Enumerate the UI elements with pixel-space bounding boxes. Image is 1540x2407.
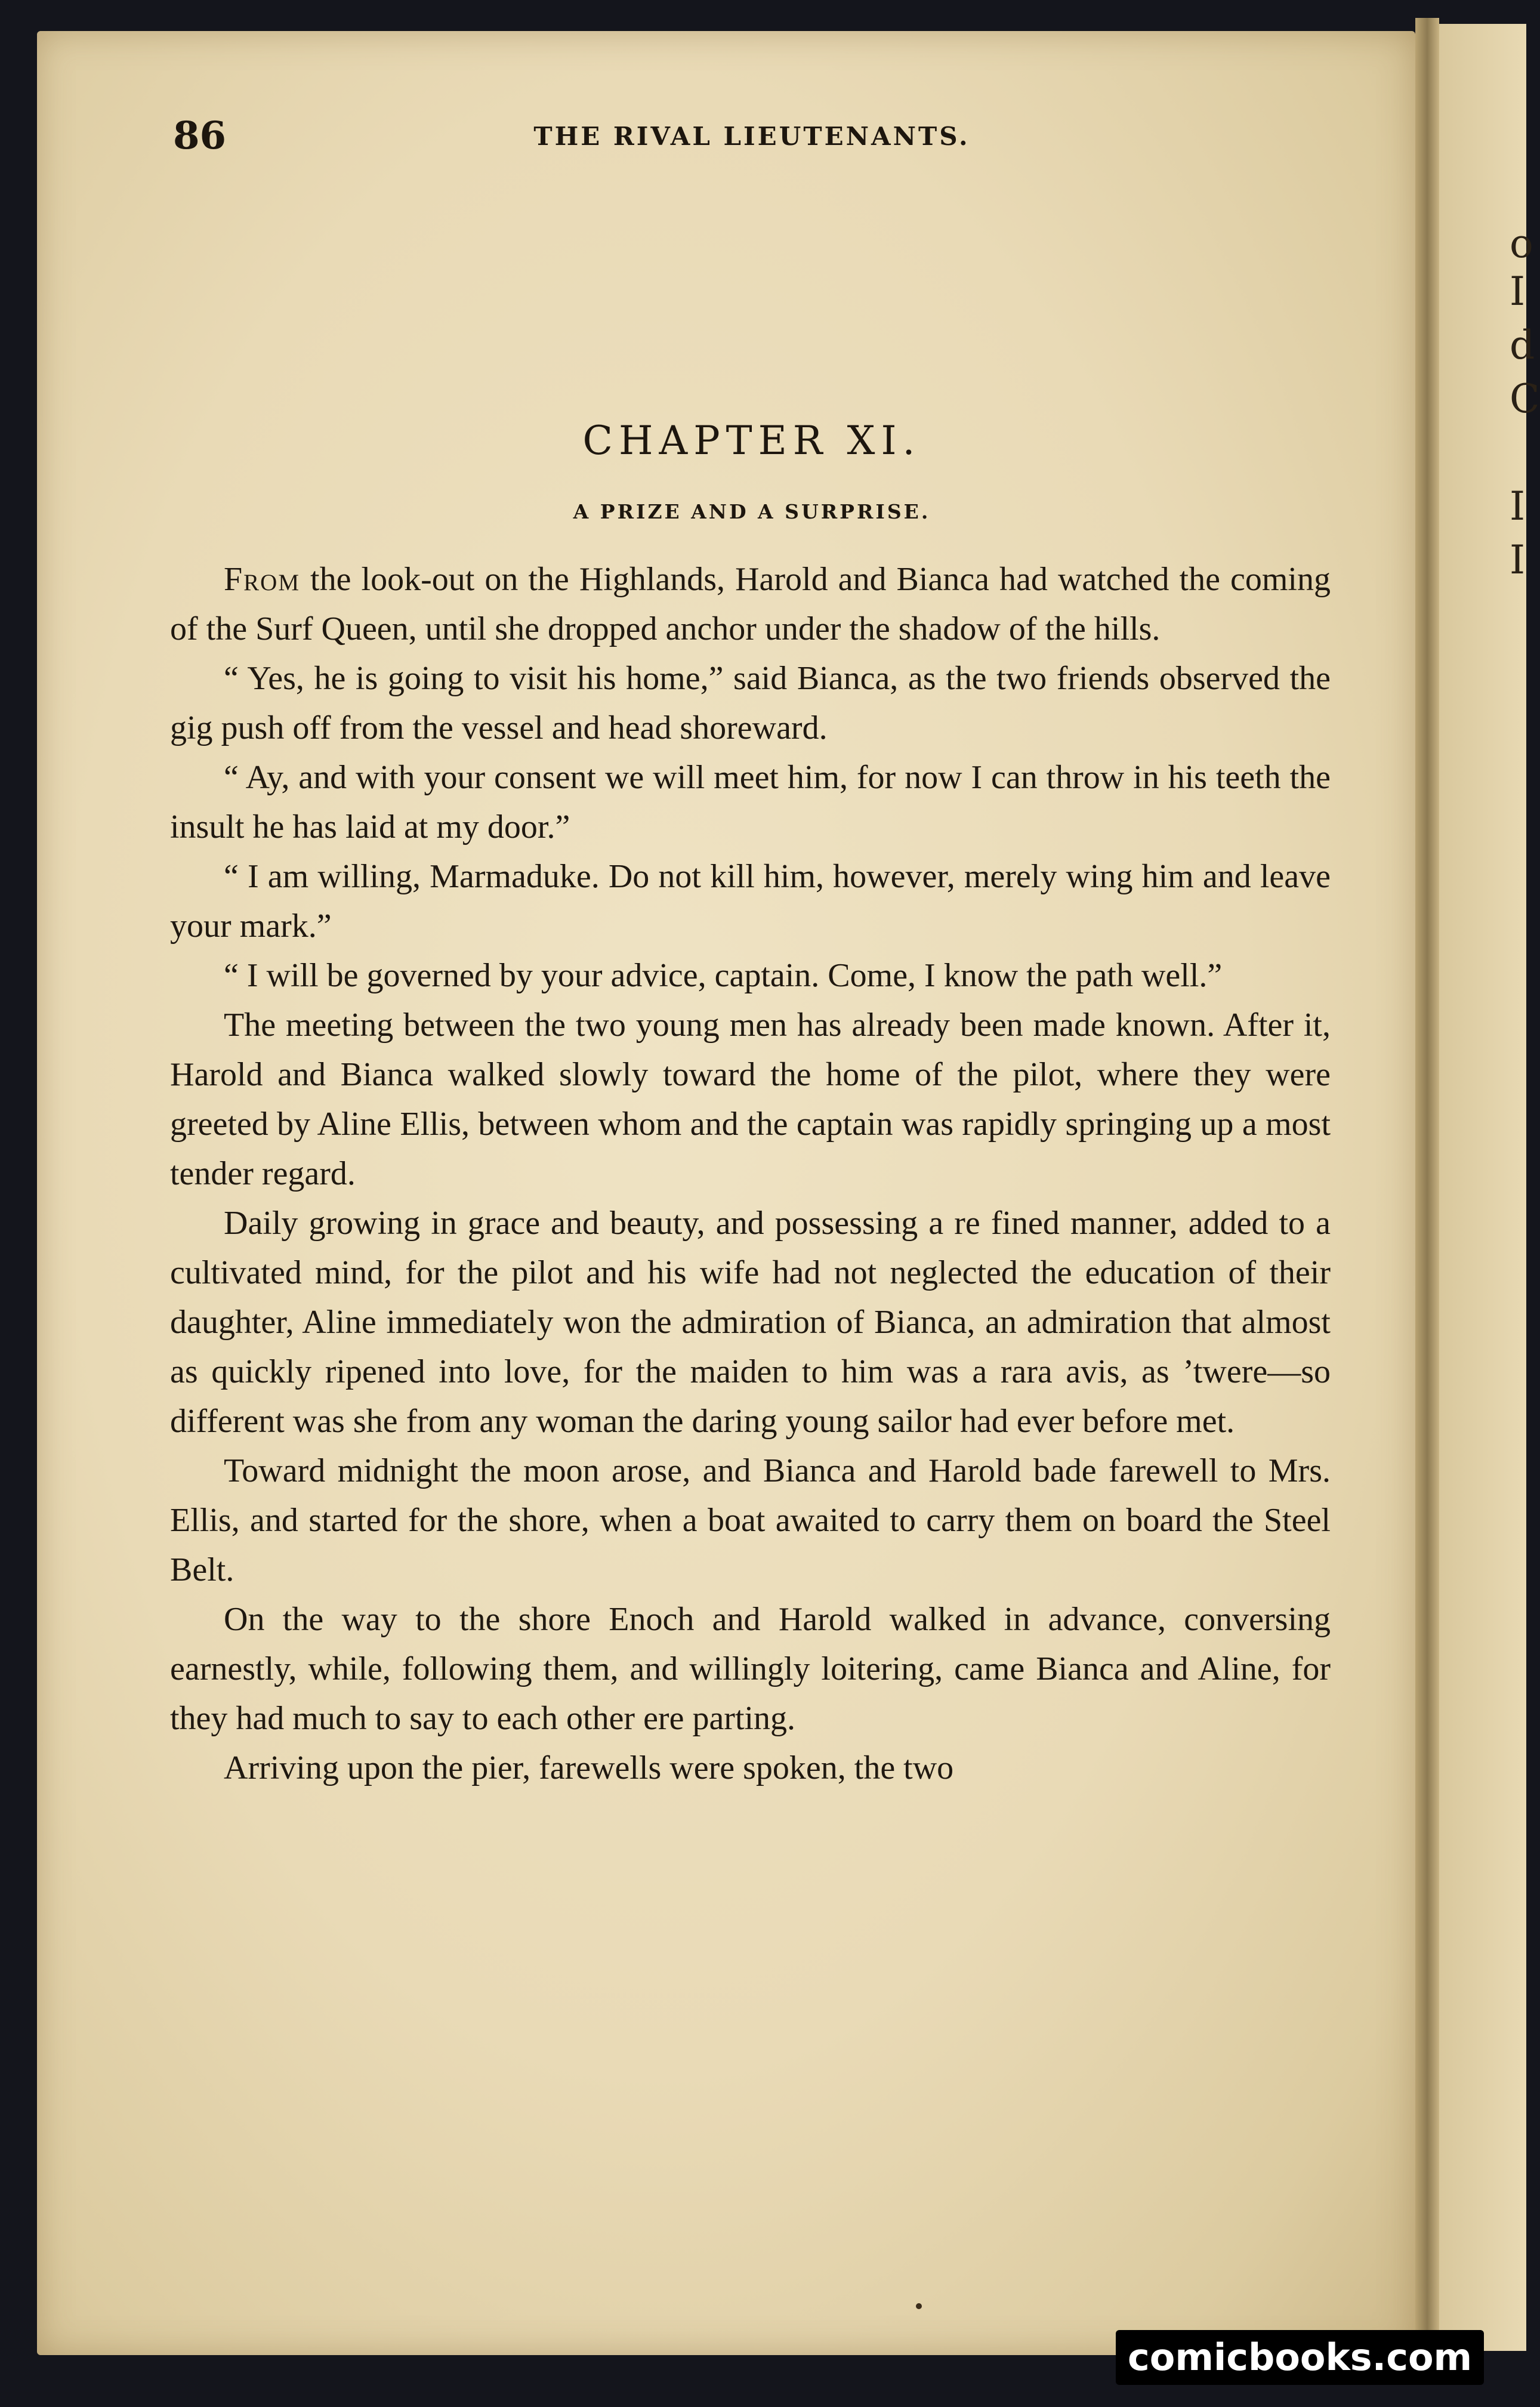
running-head [173,113,1331,167]
adjacent-page-letter: o [1510,221,1533,267]
paragraph: “ Ay, and with your consent we will meet him, for now I can throw in his teeth the insult he has laid at my door.” [170,759,1331,845]
body-text [170,555,1331,1793]
chapter-heading: CHAPTER XI. [582,418,921,464]
adjacent-page-letter: I [1510,537,1526,583]
paragraph: On the way to the shore Enoch and Harold walked in advance, conversing earnestly, while, following them, and willingly loitering, came Bianca and Aline, for they had much to say to each other ere parting. [170,1601,1331,1737]
paragraph: From the look-out on the Highlands, Harold and Bianca had watched the coming of the Surf Queen, until she dropped anchor under the shadow of the hills. [170,561,1331,647]
watermark-logo: comicbooks.com [1116,2330,1484,2385]
paragraph: The meeting between the two young men has already been made known. After it, Harold and Bianca walked slowly toward the home of the pilot, where they were greeted by Aline Ellis, between whom and the captain was rapidly springing up a most tender regard. [170,1007,1331,1192]
ink-speck [916,2303,922,2309]
chapter-subtitle: A PRIZE AND A SURPRISE. [573,500,931,523]
book-title: THE RIVAL LIEUTENANTS. [533,122,970,151]
adjacent-page-letter: I [1510,269,1526,314]
adjacent-page-letter: I [1510,483,1526,529]
paragraph: Toward midnight the moon arose, and Bianca and Harold bade farewell to Mrs. Ellis, and started for the shore, when a boat awaited to carry them on board the Steel Belt. [170,1452,1331,1588]
book-gutter [1415,18,1439,2351]
adjacent-page-letter: C [1510,376,1540,422]
paragraph: “ I am willing, Marmaduke. Do not kill him, however, merely wing him and leave your mark.” [170,858,1331,945]
paragraph: Arriving upon the pier, farewells were spoken, the two [224,1749,954,1786]
page-number: 86 [173,113,227,158]
paragraph: Daily growing in grace and beauty, and possessing a re fined manner, added to a cultivated mind, for the pilot and his wife had not neglected the education of their daughter, Aline immediately won the admiration of Bianca, an admiration that almost as quickly ripened into love, for the maiden to him was a rara avis, as ’twere—so different was she from any woman the daring young sailor had ever before met. [170,1205,1331,1440]
adjacent-page-edge [1439,24,1540,2351]
adjacent-page-letter: d [1510,322,1535,368]
paragraph: “ I will be governed by your advice, captain. Come, I know the path well.” [224,957,1223,994]
lead-word: From [224,561,300,598]
paragraph: “ Yes, he is going to visit his home,” said Bianca, as the two friends observed the gig push off from the vessel and head shoreward. [170,660,1331,746]
